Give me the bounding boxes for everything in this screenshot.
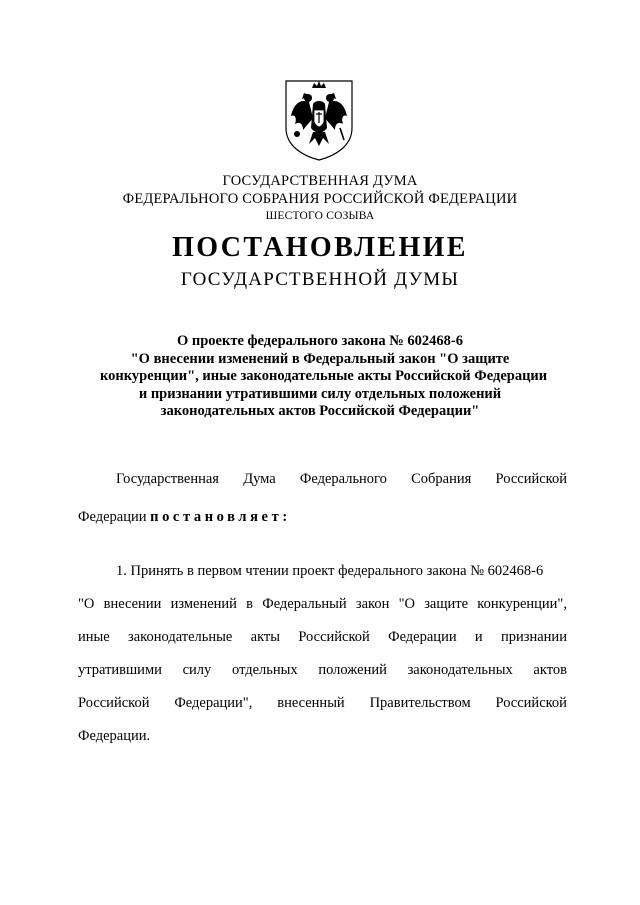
preamble-line xyxy=(78,471,567,489)
word: Дума xyxy=(243,471,276,487)
word: Федерации xyxy=(388,629,457,645)
word: Государственная xyxy=(116,471,219,487)
item-line xyxy=(78,662,567,680)
word: акты xyxy=(250,629,281,645)
word: Собрания xyxy=(411,471,472,487)
item-line xyxy=(78,596,567,614)
word: актов xyxy=(533,662,567,678)
word: "О xyxy=(78,596,95,612)
subject-line: "О внесении изменений в Федеральный закон "О защите xyxy=(130,350,510,367)
preamble-paragraph xyxy=(78,471,567,527)
word: Федерации", xyxy=(174,695,253,711)
word: внесенный xyxy=(277,695,345,711)
issuer-parent: ФЕДЕРАЛЬНОГО СОБРАНИЯ РОССИЙСКОЙ ФЕДЕРАЦИИ xyxy=(122,191,518,207)
document-subtitle: ГОСУДАРСТВЕННОЙ ДУМЫ xyxy=(180,269,460,290)
word: Федерального xyxy=(299,471,387,487)
word: иные xyxy=(78,629,110,645)
word: Российской xyxy=(298,629,370,645)
item-line: Федерации. xyxy=(78,728,151,744)
word: законодательные xyxy=(128,629,233,645)
word: закон xyxy=(355,596,390,612)
preamble-line xyxy=(78,509,567,527)
word: и xyxy=(474,629,483,645)
subject-line: конкуренции", иные законодательные акты Российской Федерации xyxy=(100,368,548,385)
document-subject xyxy=(100,333,548,421)
word: силу xyxy=(182,662,212,678)
item-line: 1. Принять в первом чтении проект федерального закона № 602468-6 xyxy=(116,563,544,579)
word: утратившими xyxy=(78,662,162,678)
word: положений xyxy=(318,662,387,678)
word: признании xyxy=(500,629,567,645)
subject-line: О проекте федерального закона № 602468-6 xyxy=(176,333,464,349)
coat-of-arms-emblem xyxy=(283,78,355,162)
word: Федеральный xyxy=(262,596,347,612)
word: Федерации xyxy=(78,509,147,525)
word: законодательных xyxy=(407,662,513,678)
item-line xyxy=(78,695,567,713)
word: Российской xyxy=(495,471,567,487)
item-1-paragraph xyxy=(78,563,567,746)
convocation: ШЕСТОГО СОЗЫВА xyxy=(265,210,375,222)
word: отдельных xyxy=(232,662,298,678)
word: Российской xyxy=(495,695,567,711)
word: изменений xyxy=(170,596,237,612)
issuer-header xyxy=(0,172,640,224)
subject-line: законодательных актов Российской Федерации" xyxy=(160,403,480,420)
word: Правительством xyxy=(369,695,471,711)
issuer-name: ГОСУДАРСТВЕННАЯ ДУМА xyxy=(222,173,418,189)
document-title: ПОСТАНОВЛЕНИЕ xyxy=(172,232,468,263)
word: внесении xyxy=(103,596,162,612)
word: Российской xyxy=(78,695,150,711)
resolution-verb: постановляет: xyxy=(150,509,291,525)
item-line xyxy=(78,629,567,647)
word: защите xyxy=(424,596,469,612)
word: конкуренции", xyxy=(477,596,567,612)
word: "О xyxy=(398,596,415,612)
subject-line: и признании утратившими силу отдельных положений xyxy=(138,385,502,402)
word: в xyxy=(246,596,254,612)
